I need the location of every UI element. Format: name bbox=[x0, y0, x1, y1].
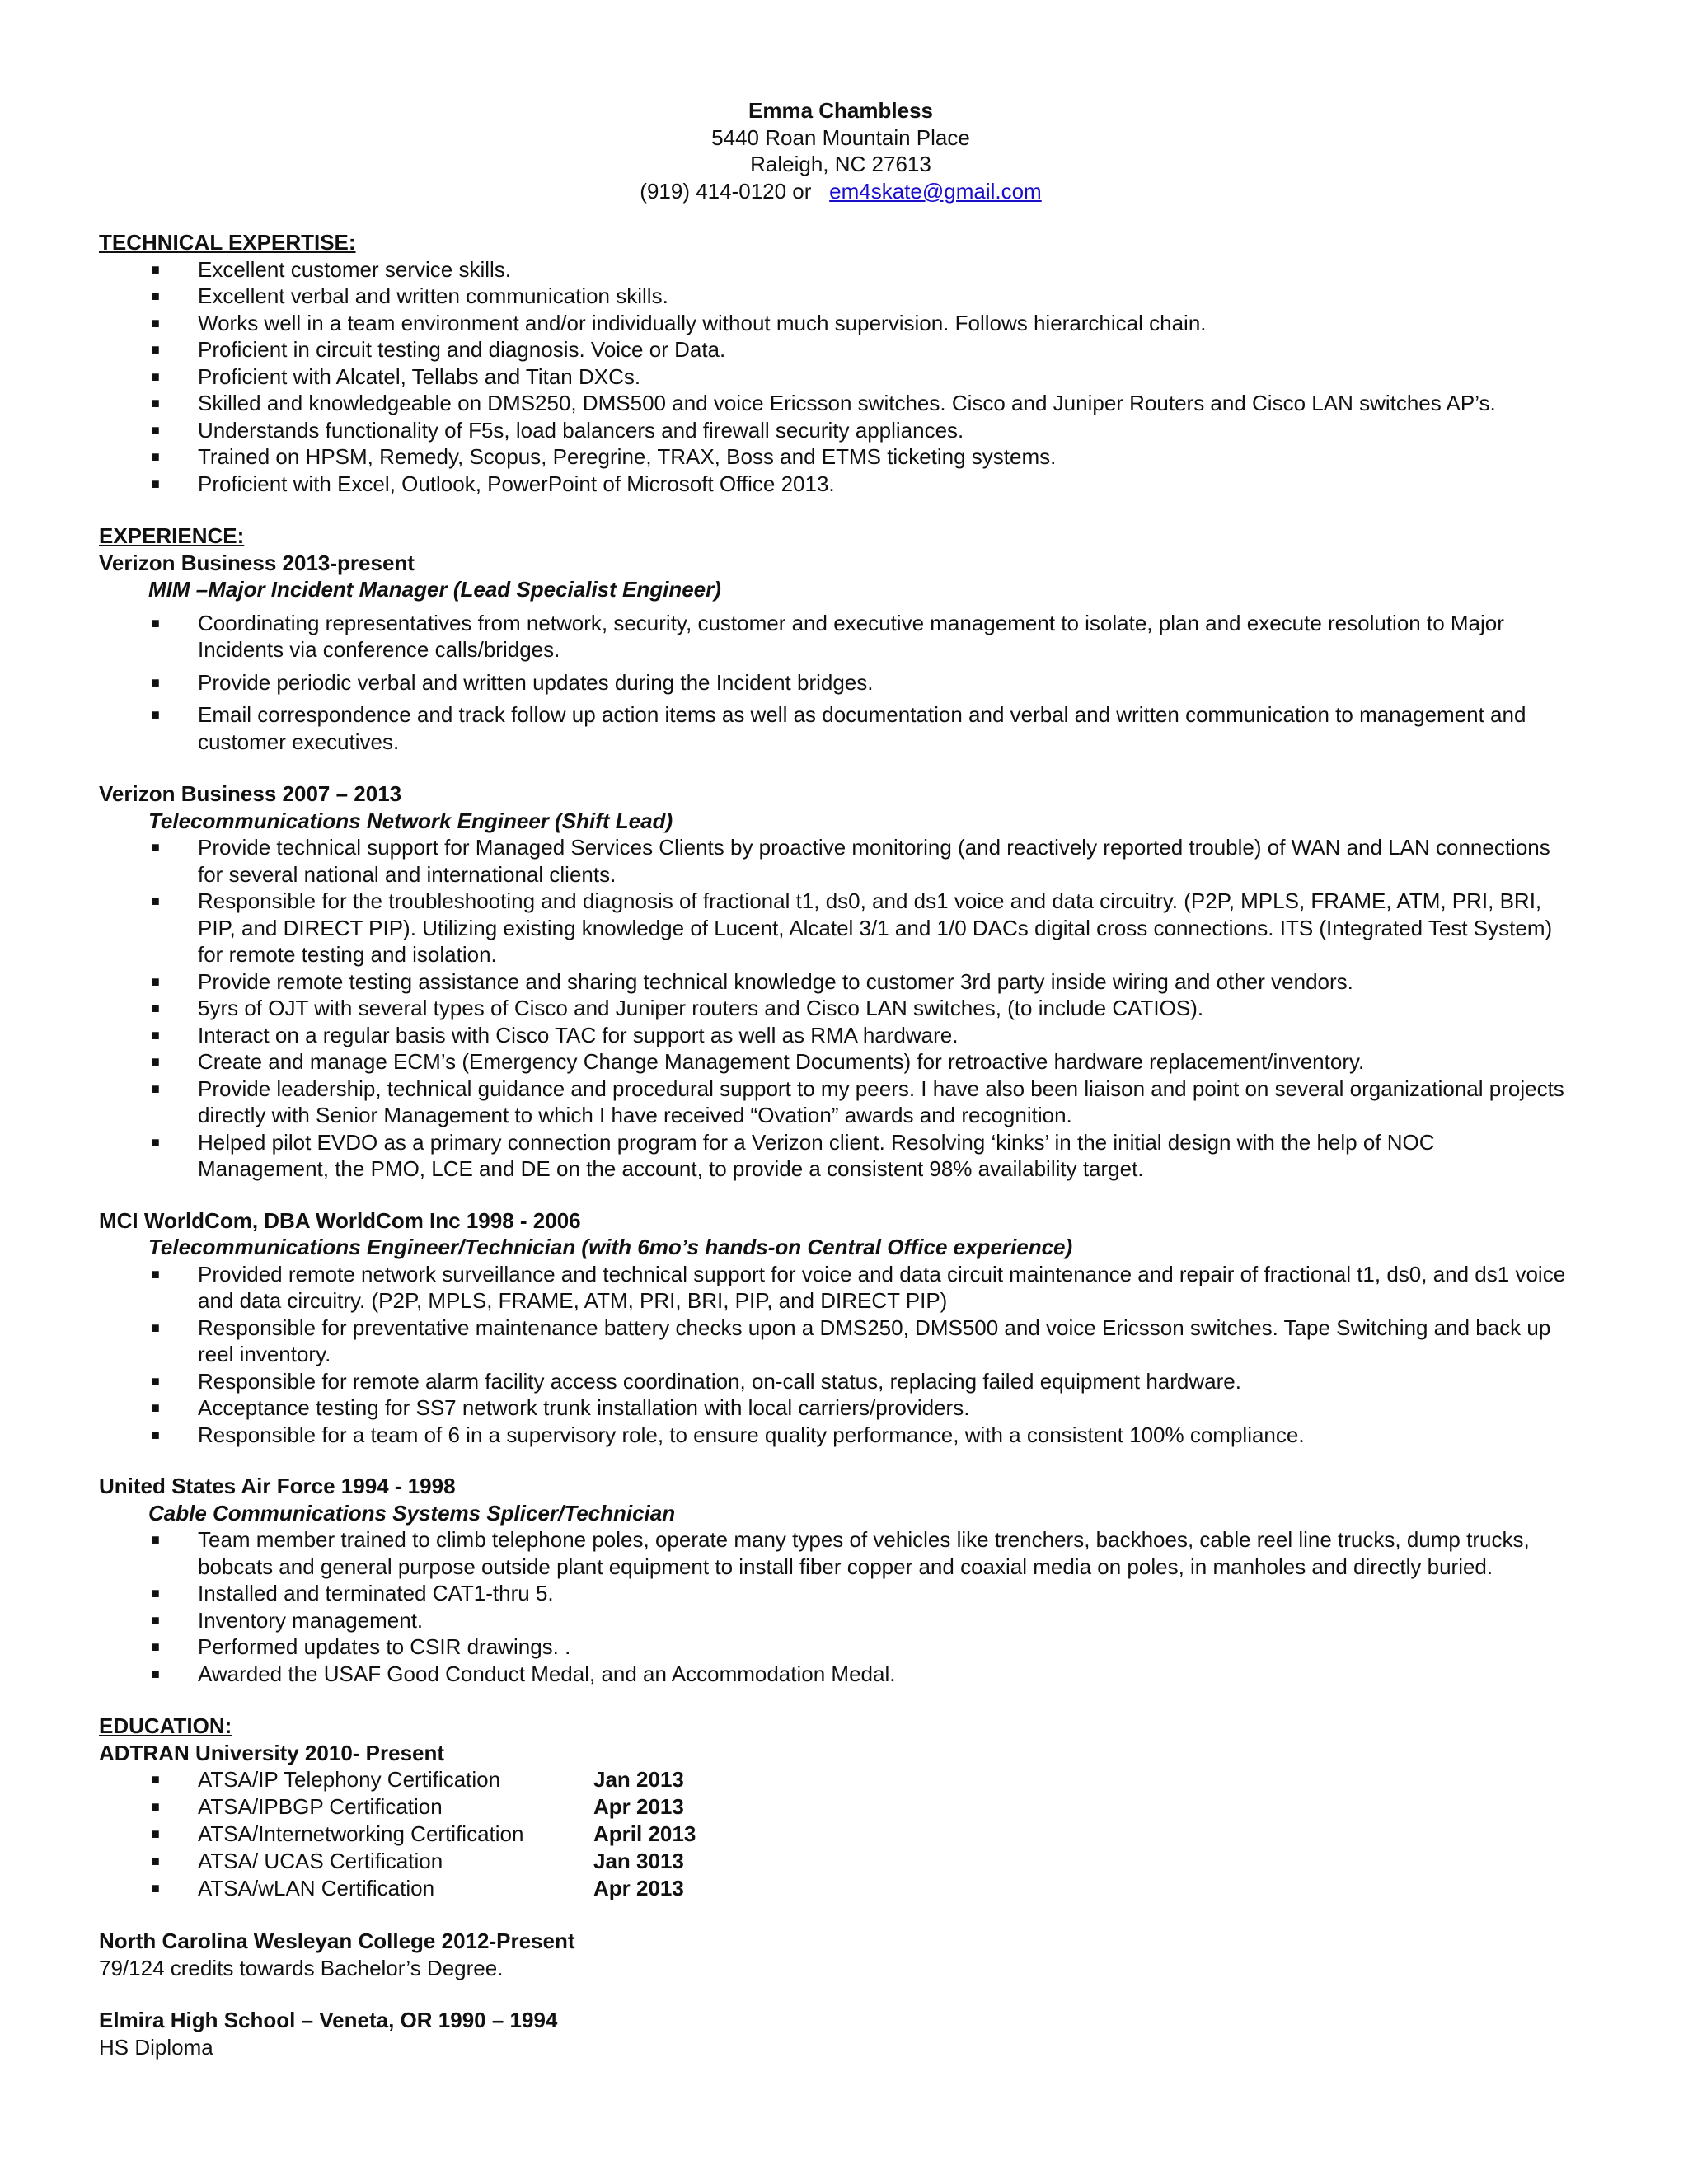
certification-date: April 2013 bbox=[593, 1821, 696, 1846]
list-item: ■ Understands functionality of F5s, load balancers and firewall security appliances. bbox=[151, 417, 964, 443]
bullet-icon: ■ bbox=[151, 1585, 160, 1601]
bullet-icon: ■ bbox=[151, 1638, 160, 1655]
certification-row bbox=[99, 1821, 1582, 1848]
list-item: ■ Acceptance testing for SS7 network trunk installation with local carriers/providers. bbox=[151, 1395, 970, 1420]
bullet-icon: ■ bbox=[151, 288, 160, 304]
bullet-icon: ■ bbox=[151, 1399, 160, 1416]
list-item: ■ Works well in a team environment and/or individually without much supervision. Follows hierarchical chain. bbox=[151, 310, 1207, 335]
list-item: ■ Team member trained to climb telephone poles, operate many types of vehicles like trenchers, backhoes, cable reel line trucks, dump trucks, bobcats and general purpose outside plant equipment to install fiber copper and coaxial media on poles, in manholes and directly buried. bbox=[151, 1527, 1530, 1579]
certification-name: ATSA/ UCAS Certification bbox=[198, 1849, 443, 1873]
list-item: ■ Provided remote network surveillance and technical support for voice and data circuit maintenance and repair of fractional t1, ds0, and ds1 voice and data circuitry. (P2P, MPLS, FRAME, ATM, PRI, BRI, PIP, and DIRECT PIP) bbox=[151, 1261, 1566, 1313]
list-item: ■ Inventory management. bbox=[151, 1607, 424, 1633]
list-item: ■ Helped pilot EVDO as a primary connection program for a Verizon client. Resolving ‘kinks’ in the initial design with the help of NOC Management, the PMO, LCE and DE on the account, to provide a consistent 98% availability target. bbox=[151, 1129, 1435, 1181]
bullet-icon: ■ bbox=[151, 475, 160, 492]
list-item: ■ Proficient in circuit testing and diagnosis. Voice or Data. bbox=[151, 337, 726, 362]
certification-name: ATSA/IPBGP Certification bbox=[198, 1794, 443, 1819]
job-employer: Verizon Business 2013-present bbox=[99, 550, 415, 575]
job-title: Telecommunications Engineer/Technician (with 6mo’s hands-on Central Office experience) bbox=[148, 1235, 1073, 1259]
bullet-icon: ■ bbox=[151, 1426, 160, 1443]
certification-date: Apr 2013 bbox=[593, 1876, 684, 1900]
list-item: ■ 5yrs of OJT with several types of Cisco and Juniper routers and Cisco LAN switches, (to include CATIOS). bbox=[151, 996, 1204, 1020]
bullet-icon: ■ bbox=[151, 1053, 160, 1070]
job-duties-list bbox=[99, 1261, 1582, 1449]
list-item: ■ Responsible for preventative maintenance battery checks upon a DMS250, DMS500 and voice Ericsson switches. Tape Switching and back up reel inventory. bbox=[151, 1315, 1551, 1366]
list-item: ■ Performed updates to CSIR drawings. . bbox=[151, 1634, 571, 1659]
address-line-1: 5440 Roan Mountain Place bbox=[711, 124, 970, 150]
list-item: ■ Create and manage ECM’s (Emergency Change Management Documents) for retroactive hardware replacement/inventory. bbox=[151, 1049, 1365, 1074]
certification-date: Jan 2013 bbox=[593, 1767, 684, 1792]
list-item: ■ Installed and terminated CAT1-thru 5. bbox=[151, 1581, 554, 1605]
technical-expertise-list bbox=[99, 256, 1582, 498]
bullet-icon: ■ bbox=[151, 1531, 160, 1548]
email-link[interactable]: em4skate@gmail.com bbox=[829, 178, 1042, 204]
list-item: ■ Skilled and knowledgeable on DMS250, DMS500 and voice Ericsson switches. Cisco and Juniper Routers and Cisco LAN switches AP’s. bbox=[151, 391, 1496, 415]
bullet-icon: ■ bbox=[151, 448, 160, 465]
job-title: Cable Communications Systems Splicer/Technician bbox=[148, 1500, 676, 1526]
certification-date: Jan 3013 bbox=[593, 1849, 684, 1873]
list-item: ■ Email correspondence and track follow up action items as well as documentation and verbal and written communication to management and customer executives. bbox=[151, 702, 1526, 754]
job-title: Telecommunications Network Engineer (Shift Lead) bbox=[148, 808, 673, 833]
certification-list bbox=[99, 1766, 1582, 1902]
certification-name: ATSA/wLAN Certification bbox=[198, 1876, 435, 1900]
certification-row bbox=[99, 1793, 1582, 1821]
contact-header bbox=[99, 97, 1582, 204]
bullet-icon: ■ bbox=[151, 1771, 160, 1788]
job-duties-list bbox=[99, 610, 1582, 756]
bullet-icon: ■ bbox=[151, 1825, 160, 1842]
bullet-icon: ■ bbox=[151, 839, 160, 855]
job-duties-list bbox=[99, 834, 1582, 1183]
school-name: Elmira High School – Veneta, OR 1990 – 1994 bbox=[99, 2008, 558, 2032]
bullet-icon: ■ bbox=[151, 341, 160, 358]
school-detail: 79/124 credits towards Bachelor’s Degree. bbox=[99, 1955, 504, 1980]
address-line-2: Raleigh, NC 27613 bbox=[750, 152, 931, 176]
job-employer: United States Air Force 1994 - 1998 bbox=[99, 1474, 456, 1498]
education-heading: EDUCATION: bbox=[99, 1713, 232, 1738]
list-item: ■ Awarded the USAF Good Conduct Medal, and an Accommodation Medal. bbox=[151, 1661, 896, 1686]
list-item: ■ Provide leadership, technical guidance and procedural support to my peers. I have also been liaison and point on several organizational projects directly with Senior Management to which I have received “Ovation” awards and recognition. bbox=[151, 1076, 1564, 1127]
certification-date: Apr 2013 bbox=[593, 1794, 684, 1819]
bullet-icon: ■ bbox=[151, 421, 160, 438]
list-item: ■ Provide periodic verbal and written updates during the Incident bridges. bbox=[151, 669, 874, 695]
bullet-icon: ■ bbox=[151, 893, 160, 909]
list-item: ■ Interact on a regular basis with Cisco TAC for support as well as RMA hardware. bbox=[151, 1022, 959, 1047]
certification-name: ATSA/Internetworking Certification bbox=[198, 1821, 524, 1846]
list-item: ■ Responsible for the troubleshooting and diagnosis of fractional t1, ds0, and ds1 voice and data circuitry. (P2P, MPLS, FRAME, ATM, PRI, BRI, PIP, and DIRECT PIP). Utilizing existing knowledge of Lucent, Alcatel 3/1 and 1/0 DACs digital cross connections. ITS (Integrated Test System) for remote testing and isolation. bbox=[151, 888, 1553, 967]
school-detail: HS Diploma bbox=[99, 2034, 213, 2060]
list-item: ■ Responsible for a team of 6 in a supervisory role, to ensure quality performance, with a consistent 100% compliance. bbox=[151, 1422, 1305, 1447]
job-employer: MCI WorldCom, DBA WorldCom Inc 1998 - 2006 bbox=[99, 1207, 581, 1233]
list-item: ■ Trained on HPSM, Remedy, Scopus, Peregrine, TRAX, Boss and ETMS ticketing systems. bbox=[151, 444, 1057, 469]
job-title: MIM –Major Incident Manager (Lead Specialist Engineer) bbox=[148, 577, 721, 602]
certification-row bbox=[99, 1848, 1582, 1875]
list-item: ■ Responsible for remote alarm facility access coordination, on-call status, replacing failed equipment hardware. bbox=[151, 1368, 1241, 1394]
bullet-icon: ■ bbox=[151, 673, 160, 691]
bullet-icon: ■ bbox=[151, 1611, 160, 1629]
list-item: ■ Provide technical support for Managed Services Clients by proactive monitoring (and reactively reported trouble) of WAN and LAN connections for several national and international clients. bbox=[151, 835, 1550, 887]
bullet-icon: ■ bbox=[151, 1372, 160, 1390]
technical-expertise-heading: TECHNICAL EXPERTISE: bbox=[99, 230, 356, 255]
bullet-icon: ■ bbox=[151, 260, 160, 278]
bullet-icon: ■ bbox=[151, 972, 160, 990]
phone-number: (919) 414-0120 or bbox=[640, 178, 812, 204]
list-item: ■ Proficient with Alcatel, Tellabs and Titan DXCs. bbox=[151, 363, 641, 389]
school-name: North Carolina Wesleyan College 2012-Present bbox=[99, 1929, 575, 1953]
bullet-icon: ■ bbox=[151, 1853, 160, 1869]
job-duties-list bbox=[99, 1526, 1582, 1687]
bullet-icon: ■ bbox=[151, 1133, 160, 1151]
bullet-icon: ■ bbox=[151, 1000, 160, 1016]
certification-name: ATSA/IP Telephony Certification bbox=[198, 1767, 501, 1792]
bullet-icon: ■ bbox=[151, 1080, 160, 1097]
bullet-icon: ■ bbox=[151, 1319, 160, 1336]
bullet-icon: ■ bbox=[151, 368, 160, 385]
candidate-name: Emma Chambless bbox=[748, 98, 933, 123]
bullet-icon: ■ bbox=[151, 395, 160, 411]
certification-row bbox=[99, 1766, 1582, 1793]
experience-heading: EXPERIENCE: bbox=[99, 523, 245, 548]
contact-line bbox=[99, 178, 1582, 205]
list-item: ■ Proficient with Excel, Outlook, PowerPoint of Microsoft Office 2013. bbox=[151, 471, 835, 496]
list-item: ■ Coordinating representatives from network, security, customer and executive management to isolate, plan and execute resolution to Major Incidents via conference calls/bridges. bbox=[151, 610, 1504, 662]
bullet-icon: ■ bbox=[151, 1026, 160, 1043]
bullet-icon: ■ bbox=[151, 314, 160, 331]
bullet-icon: ■ bbox=[151, 1265, 160, 1282]
school-name: ADTRAN University 2010- Present bbox=[99, 1740, 445, 1765]
certification-row bbox=[99, 1875, 1582, 1902]
bullet-icon: ■ bbox=[151, 706, 160, 723]
list-item: ■ Excellent customer service skills. bbox=[151, 256, 511, 282]
bullet-icon: ■ bbox=[151, 614, 160, 631]
list-item: ■ Excellent verbal and written communication skills. bbox=[151, 284, 668, 308]
bullet-icon: ■ bbox=[151, 1798, 160, 1815]
resume-content bbox=[99, 97, 1582, 2060]
list-item: ■ Provide remote testing assistance and sharing technical knowledge to customer 3rd party inside wiring and other vendors. bbox=[151, 968, 1353, 994]
bullet-icon: ■ bbox=[151, 1665, 160, 1682]
bullet-icon: ■ bbox=[151, 1880, 160, 1896]
job-employer: Verizon Business 2007 – 2013 bbox=[99, 781, 402, 806]
